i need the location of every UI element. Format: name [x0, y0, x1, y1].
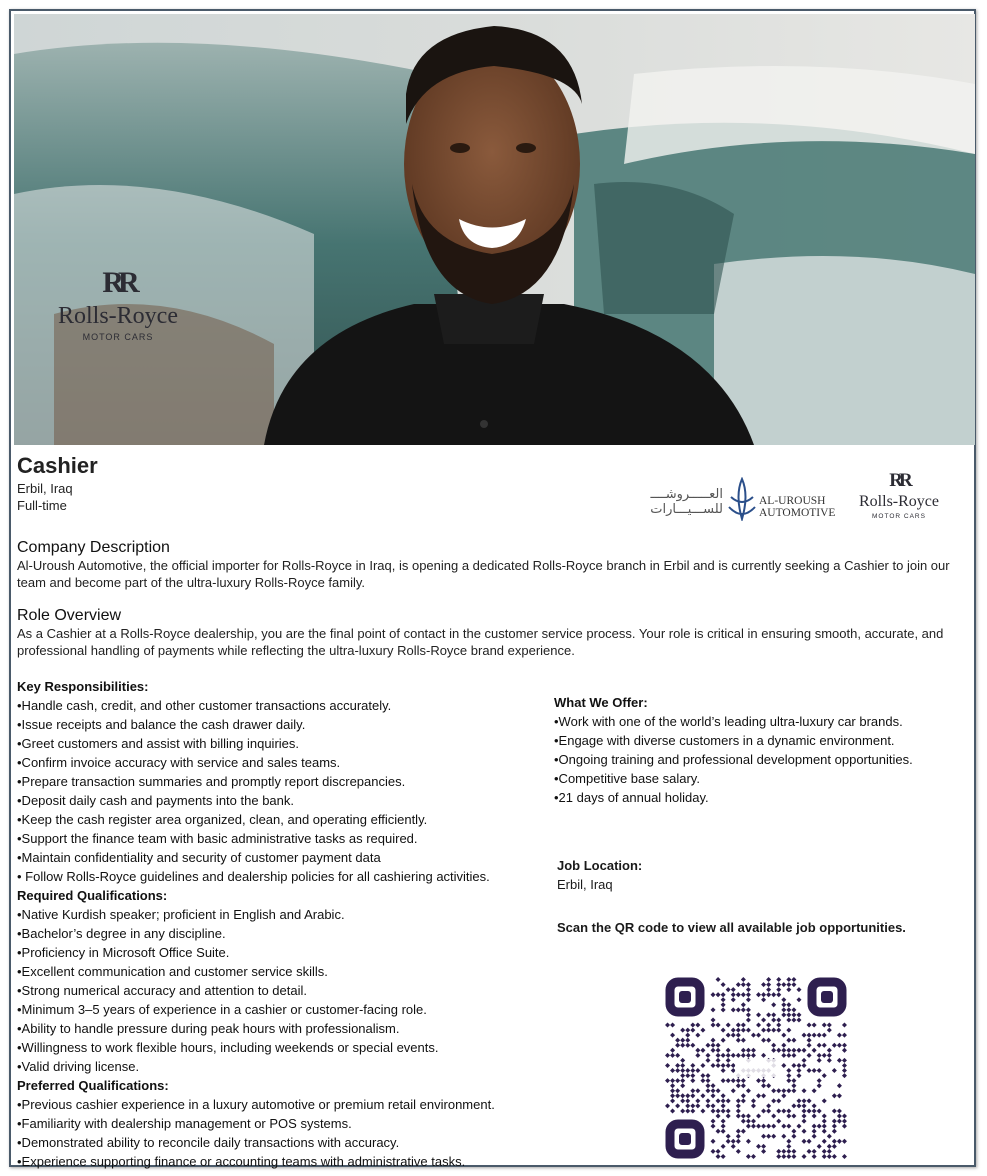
required-qualifications-list [17, 905, 557, 1076]
list-item: •21 days of annual holiday. [554, 790, 709, 805]
list-item: •Minimum 3–5 years of experience in a cashier or customer-facing role. [17, 1002, 427, 1017]
list-item: •Valid driving license. [17, 1059, 140, 1074]
list-item: •Native Kurdish speaker; proficient in English and Arabic. [17, 907, 345, 922]
qr-instruction: Scan the QR code to view all available job opportunities. [557, 920, 906, 935]
aluroush-emblem-icon [727, 477, 757, 521]
job-location: Erbil, Iraq [17, 481, 73, 496]
responsibilities-heading: Key Responsibilities: [17, 679, 149, 694]
rr-monogram: RR [102, 266, 134, 299]
list-item: •Familiarity with dealership management or POS systems. [17, 1116, 352, 1131]
aluroush-english-logo [759, 495, 835, 519]
list-item: • Follow Rolls-Royce guidelines and dealership policies for all cashiering activities. [17, 869, 490, 884]
list-item: •Prepare transaction summaries and promptly report discrepancies. [17, 774, 406, 789]
responsibilities-list [17, 696, 557, 886]
aluroush-en-line1: AL-UROUSH [759, 495, 826, 507]
list-item: •Handle cash, credit, and other customer transactions accurately. [17, 698, 392, 713]
rolls-royce-logo [839, 471, 959, 520]
preferred-qualifications-list [17, 1095, 557, 1171]
hero-rolls-royce-logo [38, 268, 198, 342]
required-qualifications-heading: Required Qualifications: [17, 888, 168, 903]
rr-subtitle: MOTOR CARS [82, 332, 154, 342]
qr-code[interactable] [665, 977, 847, 1159]
rr-small-subtitle: MOTOR CARS [872, 513, 926, 520]
job-title: Cashier [17, 453, 98, 478]
aluroush-arabic-logo [631, 487, 723, 517]
company-description-heading: Company Description [17, 539, 170, 556]
list-item: •Deposit daily cash and payments into the bank. [17, 793, 294, 808]
list-item: •Previous cashier experience in a luxury automotive or premium retail environment. [17, 1097, 495, 1112]
list-item: •Willingness to work flexible hours, including weekends or special events. [17, 1040, 439, 1055]
job-poster [9, 9, 976, 1167]
list-item: •Demonstrated ability to reconcile daily transactions with accuracy. [17, 1135, 400, 1150]
aluroush-en-line2: AUTOMOTIVE [759, 507, 836, 519]
list-item: •Proficiency in Microsoft Office Suite. [17, 945, 230, 960]
offer-list [554, 712, 969, 807]
list-item: •Keep the cash register area organized, clean, and operating efficiently. [17, 812, 428, 827]
preferred-qualifications-heading: Preferred Qualifications: [17, 1078, 169, 1093]
company-description-text: Al-Uroush Automotive, the official importer for Rolls-Royce in Iraq, is opening a dedicated Rolls-Royce branch in Erbil and is currently seeking a Cashier to join our team and become part of the ultra-luxury Rolls-Royce family. [17, 558, 950, 590]
job-location-value: Erbil, Iraq [557, 877, 613, 892]
rr-wordmark: Rolls-Royce [58, 303, 178, 329]
aluroush-ar-line2: للســـيـــارات [650, 502, 723, 517]
hero-photo [14, 14, 975, 445]
aluroush-ar-line1: العـــــروشــــ [650, 487, 723, 502]
list-item: •Confirm invoice accuracy with service and sales teams. [17, 755, 341, 770]
list-item: •Support the finance team with basic administrative tasks as required. [17, 831, 418, 846]
what-we-offer-heading: What We Offer: [554, 695, 648, 710]
list-item: •Issue receipts and balance the cash drawer daily. [17, 717, 306, 732]
requirements-column [17, 677, 557, 1171]
list-item: •Excellent communication and customer service skills. [17, 964, 328, 979]
rr-small-wordmark: Rolls-Royce [859, 493, 939, 510]
list-item: •Strong numerical accuracy and attention to detail. [17, 983, 307, 998]
partner-logos [631, 463, 961, 527]
list-item: •Bachelor’s degree in any discipline. [17, 926, 226, 941]
list-item: •Work with one of the world’s leading ultra-luxury car brands. [554, 714, 903, 729]
list-item: •Experience supporting finance or accounting teams with administrative tasks. [17, 1154, 466, 1169]
job-type: Full-time [17, 498, 67, 513]
list-item: •Engage with diverse customers in a dynamic environment. [554, 733, 895, 748]
role-overview-heading: Role Overview [17, 607, 122, 624]
offer-column [554, 693, 969, 807]
list-item: •Greet customers and assist with billing inquiries. [17, 736, 300, 751]
hero-illustration [14, 14, 975, 445]
list-item: •Competitive base salary. [554, 771, 700, 786]
list-item: •Ability to handle pressure during peak hours with professionalism. [17, 1021, 400, 1036]
job-location-heading: Job Location: [557, 858, 643, 873]
rr-small-monogram: RR [889, 470, 909, 491]
job-location-block [557, 856, 642, 894]
list-item: •Maintain confidentiality and security of customer payment data [17, 850, 381, 865]
list-item: •Ongoing training and professional development opportunities. [554, 752, 913, 767]
role-overview-text: As a Cashier at a Rolls-Royce dealership, you are the final point of contact in the customer service process. Your role is critical in ensuring smooth, accurate, and professional handling of payments while reflecting the ultra-luxury Rolls-Royce brand experience. [17, 626, 944, 658]
